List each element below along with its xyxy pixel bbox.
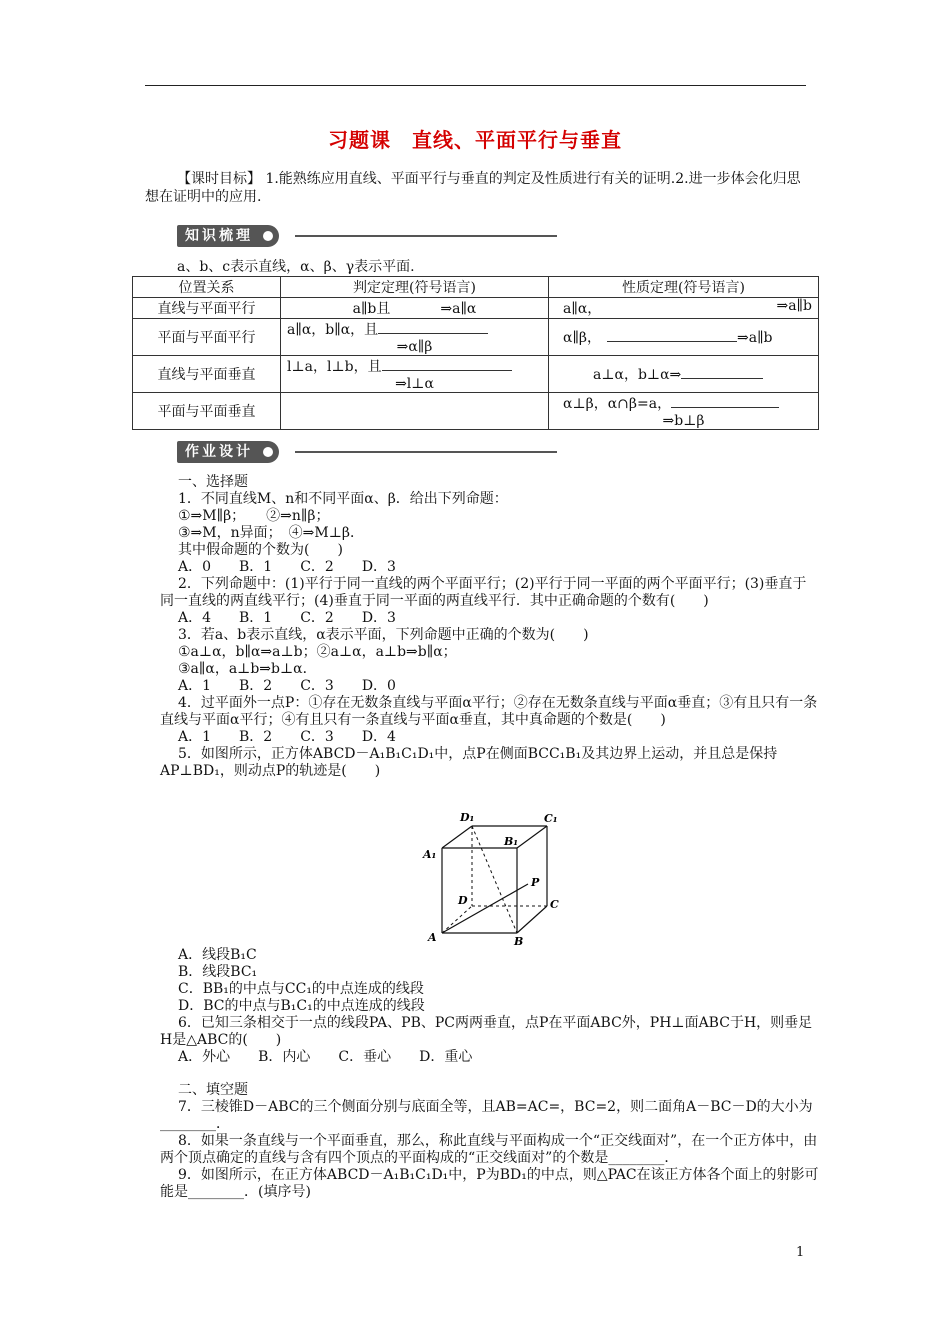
section-homework: [177, 441, 279, 463]
circle-icon: [263, 231, 273, 241]
header-rule: [145, 85, 806, 86]
page-title: 习题课 直线、平面平行与垂直: [328, 128, 622, 152]
table-cell: a∥α，b∥α，且 ⇒α∥β: [281, 319, 549, 356]
question-block-2: [160, 947, 820, 1066]
q1-line: ①⇒M∥β； ②⇒n∥β；: [178, 508, 330, 524]
table-cell: 直线与平面平行: [133, 298, 281, 319]
intro-text: a、b、c表示直线，α、β、γ表示平面.: [177, 259, 415, 275]
section-rule: [295, 235, 557, 237]
table-cell: a∥α， ⇒a∥b: [549, 298, 819, 319]
q7-text: 7．三棱锥D－ABC的三个侧面分别与底面全等，且AB=AC=，BC=2，则二面角A－BC－D的大小为________．: [160, 1099, 813, 1132]
q2-options: A．4 B．1 C．2 D．3: [178, 610, 396, 626]
q1-line: 其中假命题的个数为( ): [178, 542, 343, 558]
question-block-3: [160, 1082, 820, 1201]
q1-stem: 1．不同直线M、n和不同平面α、β．给出下列命题：: [178, 491, 508, 507]
q5-option: A．线段B₁C: [178, 947, 257, 963]
section-rule: [295, 451, 557, 453]
q9-text: 9．如图所示，在正方体ABCD－A₁B₁C₁D₁中，P为BD₁的中点，则△PAC在该正方体各个面上的射影可能是________．(填序号): [160, 1167, 819, 1200]
label-C: C: [550, 898, 559, 911]
table-cell: a∥b且 ⇒a∥α: [281, 298, 549, 319]
q5-option: C．BB₁的中点与CC₁的中点连成的线段: [178, 981, 424, 997]
table-cell: α∥β， ⇒a∥b: [549, 319, 819, 356]
section-knowledge: [177, 225, 279, 247]
section-homework-label: 作业设计: [185, 444, 253, 460]
q6-options: A．外心 B．内心 C．垂心 D．重心: [178, 1049, 473, 1065]
q3-line: ①a⊥α，b∥α⇒a⊥b；②a⊥α，a⊥b⇒b∥α；: [178, 644, 457, 660]
page-number: 1: [796, 1245, 805, 1260]
table-header: 判定定理(符号语言): [281, 277, 549, 298]
label-B: B: [514, 935, 524, 948]
objective-text: 1.能熟练应用直线、平面平行与垂直的判定及性质进行有关的证明.2.进一步体会化归思想在证明中的应用.: [145, 171, 801, 205]
label-C1: C₁: [544, 812, 558, 825]
q6-stem: 6．已知三条相交于一点的线段PA、PB、PC两两垂直，点P在平面ABC外，PH⊥面ABC于H，则垂足H是△ABC的( ): [160, 1015, 813, 1048]
table-header: 位置关系: [133, 277, 281, 298]
q1-options: A．0 B．1 C．2 D．3: [178, 559, 396, 575]
q2-stem: 2．下列命题中：(1)平行于同一直线的两个平面平行；(2)平行于同一平面的两个平面平行；(3)垂直于同一直线的两直线平行；(4)垂直于同一平面的两直线平行．其中正确命题的个数有( ): [160, 576, 807, 609]
label-D1: D₁: [460, 811, 475, 824]
question-block-1: [160, 474, 820, 780]
q3-options: A．1 B．2 C．3 D．0: [178, 678, 396, 694]
table-cell: [281, 393, 549, 430]
q8-text: 8．如果一条直线与一个平面垂直，那么，称此直线与平面构成一个“正交线面对”，在一个正方体中，由两个顶点确定的直线与含有四个顶点的平面构成的“正交线面对”的个数是________．: [160, 1133, 818, 1166]
table-cell: 平面与平面平行: [133, 319, 281, 356]
table-cell: l⊥a，l⊥b，且 ⇒l⊥α: [281, 356, 549, 393]
q4-stem: 4．过平面外一点P：①存在无数条直线与平面α平行；②存在无数条直线与平面α垂直；③有且只有一条直线与平面α平行；④有且只有一条直线与平面α垂直，其中真命题的个数是( ): [160, 695, 818, 728]
label-A1: A₁: [423, 848, 437, 861]
objective-label: 【课时目标】: [177, 171, 261, 187]
q3-stem: 3．若a、b表示直线，α表示平面，下列命题中正确的个数为( ): [178, 627, 589, 643]
circle-icon: [263, 447, 273, 457]
table-cell: 直线与平面垂直: [133, 356, 281, 393]
q4-options: A．1 B．2 C．3 D．4: [178, 729, 396, 745]
table-cell: 平面与平面垂直: [133, 393, 281, 430]
q3-line: ③a∥α，a⊥b⇒b⊥α．: [178, 661, 317, 677]
label-A: A: [428, 931, 437, 944]
q5-option: B．线段BC₁: [178, 964, 258, 980]
cube-figure: [420, 808, 570, 948]
q5-option: D．BC的中点与B₁C₁的中点连成的线段: [178, 998, 425, 1014]
q5-stem: 5．如图所示，正方体ABCD－A₁B₁C₁D₁中，点P在侧面BCC₁B₁及其边界上运动，并且总是保持AP⊥BD₁，则动点P的轨迹是( ): [160, 746, 778, 779]
section-knowledge-label: 知识梳理: [185, 228, 253, 244]
objective: [145, 170, 807, 206]
label-D: D: [458, 894, 468, 907]
table-cell: α⊥β，α∩β=a， ⇒b⊥β: [549, 393, 819, 430]
q1-line: ③⇒M，n异面； ④⇒M⊥β．: [178, 525, 364, 541]
label-P: P: [531, 876, 540, 889]
label-B1: B₁: [504, 835, 519, 848]
knowledge-table: [132, 276, 819, 430]
table-cell: a⊥α，b⊥α⇒: [549, 356, 819, 393]
part-heading: 一、选择题: [178, 474, 248, 490]
table-header: 性质定理(符号语言): [549, 277, 819, 298]
part-heading: 二、填空题: [178, 1082, 248, 1098]
